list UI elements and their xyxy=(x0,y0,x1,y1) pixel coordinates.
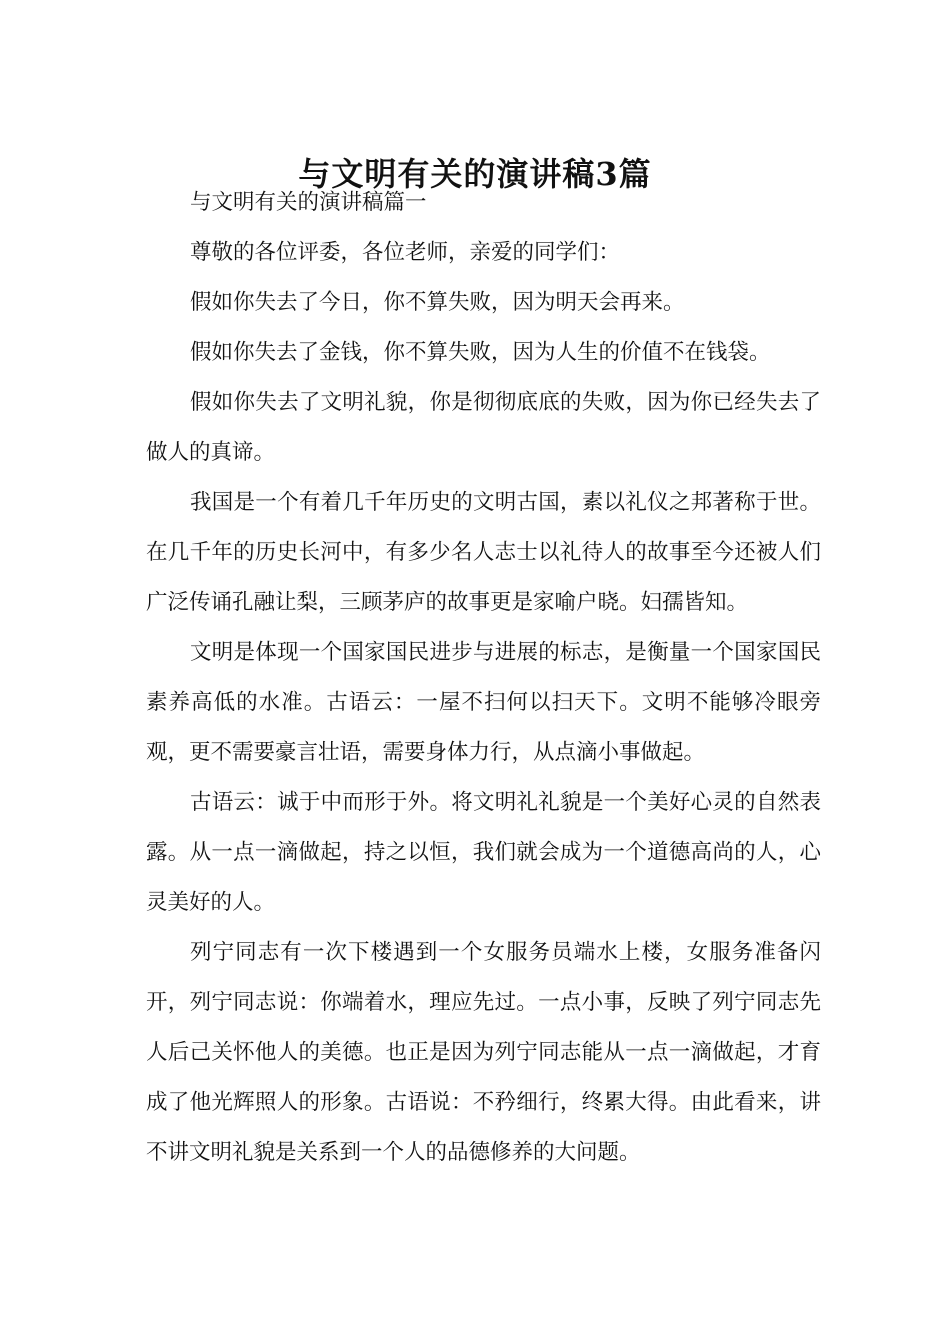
document-body xyxy=(146,178,821,1178)
paragraph-salutation: 尊敬的各位评委，各位老师，亲爱的同学们： xyxy=(190,240,621,265)
document-title: 与文明有关的演讲稿3篇 xyxy=(298,155,652,194)
paragraph: 文明是体现一个国家国民进步与进展的标志，是衡量一个国家国民素养高低的水准。古语云：一屋不扫何以扫天下。文明不能够冷眼旁观，更不需要豪言壮语，需要身体力行，从点滴小事做起。 xyxy=(146,640,821,765)
paragraph: 假如你失去了金钱，你不算失败，因为人生的价值不在钱袋。 xyxy=(190,340,771,365)
paragraph: 古语云：诚于中而形于外。将文明礼礼貌是一个美好心灵的自然表露。从一点一滴做起，持之以恒，我们就会成为一个道德高尚的人，心灵美好的人。 xyxy=(146,790,821,915)
paragraph-section-heading: 与文明有关的演讲稿篇一 xyxy=(190,190,427,215)
paragraph: 我国是一个有着几千年历史的文明古国，素以礼仪之邦著称于世。在几千年的历史长河中，有多少名人志士以礼待人的故事至今还被人们广泛传诵孔融让梨，三顾茅庐的故事更是家喻户晓。妇孺皆知。 xyxy=(146,490,821,615)
paragraph: 假如你失去了今日，你不算失败，因为明天会再来。 xyxy=(190,290,685,315)
paragraph: 假如你失去了文明礼貌，你是彻彻底底的失败，因为你已经失去了做人的真谛。 xyxy=(146,390,821,465)
paragraph: 列宁同志有一次下楼遇到一个女服务员端水上楼，女服务准备闪开，列宁同志说：你端着水，理应先过。一点小事，反映了列宁同志先人后己关怀他人的美德。也正是因为列宁同志能从一点一滴做起，才育成了他光辉照人的形象。古语说：不矜细行，终累大得。由此看来，讲不讲文明礼貌是关系到一个人的品德修养的大问题。 xyxy=(146,940,821,1165)
